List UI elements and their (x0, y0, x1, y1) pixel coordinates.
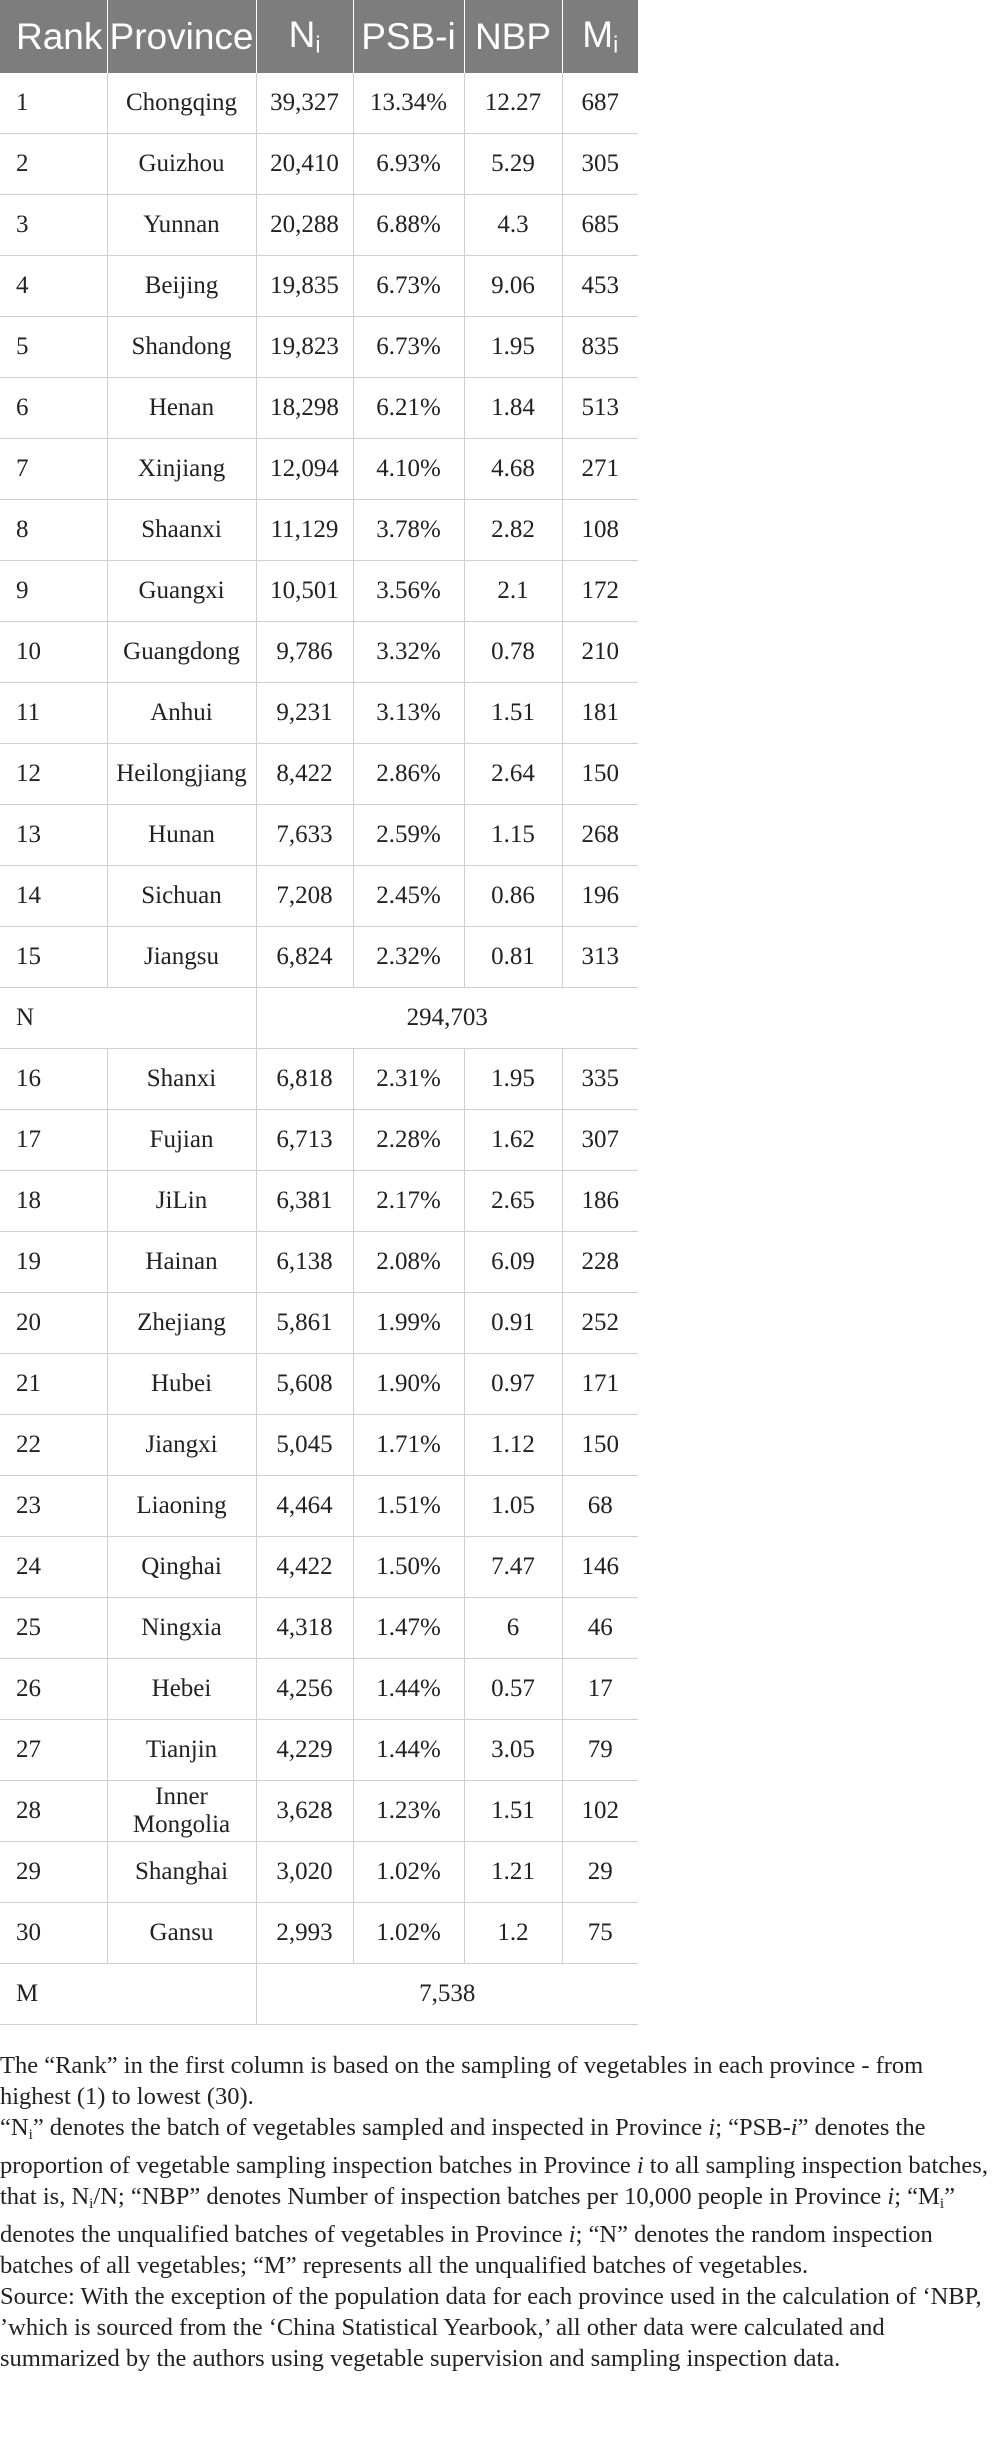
cell-mi: 146 (562, 1537, 638, 1598)
cell-ni: 4,318 (256, 1598, 353, 1659)
cell-psb: 1.23% (353, 1781, 464, 1842)
definition-text: /N; “NBP” denotes Number of inspection batches per 10,000 people in Province (93, 2182, 888, 2210)
cell-psb: 6.93% (353, 134, 464, 195)
subscript-i: i (939, 2194, 945, 2212)
cell-nbp: 3.05 (464, 1720, 562, 1781)
cell-psb: 6.21% (353, 378, 464, 439)
cell-mi: 17 (562, 1659, 638, 1720)
cell-ni: 6,713 (256, 1110, 353, 1171)
cell-nbp: 6.09 (464, 1232, 562, 1293)
table-row (0, 927, 1005, 988)
cell-mi: 685 (562, 195, 638, 256)
definition-text: to all sampling inspection batches, that is, N (0, 2151, 988, 2210)
table-row (0, 744, 1005, 805)
cell-nbp: 0.78 (464, 622, 562, 683)
cell-mi: 150 (562, 1415, 638, 1476)
cell-rank: 24 (0, 1537, 107, 1598)
definition-text: “N (0, 2114, 29, 2141)
cell-mi: 268 (562, 805, 638, 866)
cell-psb: 1.51% (353, 1476, 464, 1537)
summary-m (0, 1964, 1005, 2025)
cell-rank: 27 (0, 1720, 107, 1781)
cell-rank: 3 (0, 195, 107, 256)
cell-nbp: 1.95 (464, 317, 562, 378)
cell-ni: 4,256 (256, 1659, 353, 1720)
summary-n (0, 988, 1005, 1049)
cell-nbp: 5.29 (464, 134, 562, 195)
cell-nbp: 1.21 (464, 1842, 562, 1903)
cell-province: Hainan (107, 1232, 256, 1293)
cell-province: Chongqing (107, 73, 256, 134)
cell-nbp: 2.82 (464, 500, 562, 561)
cell-mi: 228 (562, 1232, 638, 1293)
definition-text: ” denotes the proportion of vegetable sampling inspection batches in Province (0, 2114, 926, 2179)
cell-ni: 9,231 (256, 683, 353, 744)
cell-mi: 108 (562, 500, 638, 561)
cell-psb: 1.44% (353, 1720, 464, 1781)
cell-psb: 6.73% (353, 256, 464, 317)
cell-province: Fujian (107, 1110, 256, 1171)
italic-i: i (568, 2220, 576, 2248)
cell-province: Inner Mongolia (107, 1781, 256, 1842)
italic-i: i (636, 2151, 644, 2179)
cell-ni: 7,633 (256, 805, 353, 866)
cell-mi: 79 (562, 1720, 638, 1781)
cell-nbp: 2.64 (464, 744, 562, 805)
cell-ni: 7,208 (256, 866, 353, 927)
cell-ni: 19,835 (256, 256, 353, 317)
cell-rank: 16 (0, 1049, 107, 1110)
cell-province: Guizhou (107, 134, 256, 195)
cell-ni: 9,786 (256, 622, 353, 683)
cell-ni: 6,381 (256, 1171, 353, 1232)
table-row (0, 1354, 1005, 1415)
cell-ni: 4,422 (256, 1537, 353, 1598)
cell-mi: 307 (562, 1110, 638, 1171)
cell-ni: 6,818 (256, 1049, 353, 1110)
cell-rank: 10 (0, 622, 107, 683)
cell-province: Beijing (107, 256, 256, 317)
cell-province: Jiangsu (107, 927, 256, 988)
cell-nbp: 0.91 (464, 1293, 562, 1354)
cell-nbp: 1.84 (464, 378, 562, 439)
cell-mi: 513 (562, 378, 638, 439)
cell-ni: 20,288 (256, 195, 353, 256)
subscript-i: i (89, 2194, 94, 2212)
table-row (0, 1598, 1005, 1659)
cell-rank: 5 (0, 317, 107, 378)
cell-province: Shanghai (107, 1842, 256, 1903)
cell-psb: 2.28% (353, 1110, 464, 1171)
table-row (0, 1110, 1005, 1171)
cell-psb: 3.78% (353, 500, 464, 561)
italic-i: i (887, 2182, 895, 2210)
cell-rank: 23 (0, 1476, 107, 1537)
table-row (0, 73, 1005, 134)
cell-rank: 11 (0, 683, 107, 744)
cell-nbp: 1.12 (464, 1415, 562, 1476)
definition-text: ; “M (894, 2182, 940, 2210)
cell-nbp: 9.06 (464, 256, 562, 317)
cell-mi: 687 (562, 73, 638, 134)
cell-rank: 17 (0, 1110, 107, 1171)
cell-psb: 1.02% (353, 1842, 464, 1903)
cell-nbp: 0.81 (464, 927, 562, 988)
cell-mi: 150 (562, 744, 638, 805)
cell-psb: 2.86% (353, 744, 464, 805)
cell-ni: 6,824 (256, 927, 353, 988)
summary-m-value: 7,538 (256, 1964, 638, 2025)
cell-province: Hebei (107, 1659, 256, 1720)
cell-province: Anhui (107, 683, 256, 744)
table-row (0, 1049, 1005, 1110)
cell-mi: 210 (562, 622, 638, 683)
cell-province: Sichuan (107, 866, 256, 927)
cell-nbp: 0.97 (464, 1354, 562, 1415)
cell-rank: 12 (0, 744, 107, 805)
cell-nbp: 12.27 (464, 73, 562, 134)
cell-psb: 1.50% (353, 1537, 464, 1598)
table-row (0, 256, 1005, 317)
cell-nbp: 1.15 (464, 805, 562, 866)
cell-mi: 313 (562, 927, 638, 988)
cell-ni: 12,094 (256, 439, 353, 500)
cell-ni: 3,628 (256, 1781, 353, 1842)
table-body-bottom (0, 1049, 1005, 1964)
cell-rank: 8 (0, 500, 107, 561)
cell-ni: 4,464 (256, 1476, 353, 1537)
table-row (0, 683, 1005, 744)
table-row (0, 500, 1005, 561)
cell-nbp: 2.65 (464, 1171, 562, 1232)
cell-ni: 4,229 (256, 1720, 353, 1781)
cell-province: Zhejiang (107, 1293, 256, 1354)
cell-province: Henan (107, 378, 256, 439)
cell-nbp: 4.68 (464, 439, 562, 500)
cell-psb: 2.31% (353, 1049, 464, 1110)
summary-n-value: 294,703 (256, 988, 638, 1049)
table-row (0, 1171, 1005, 1232)
cell-mi: 75 (562, 1903, 638, 1964)
cell-psb: 1.47% (353, 1598, 464, 1659)
cell-ni: 20,410 (256, 134, 353, 195)
cell-nbp: 0.57 (464, 1659, 562, 1720)
cell-nbp: 2.1 (464, 561, 562, 622)
cell-mi: 271 (562, 439, 638, 500)
cell-province: Gansu (107, 1903, 256, 1964)
source-note: Source: With the exception of the population data for each province used in the calculation of ‘NBP, ’which is sourced from the ‘China Statistical Yearbook,’ all other data were calculated and summarized by the authors using vegetable supervision and sampling inspection data. (0, 2282, 982, 2372)
table-row (0, 561, 1005, 622)
cell-rank: 21 (0, 1354, 107, 1415)
cell-psb: 13.34% (353, 73, 464, 134)
cell-nbp: 1.95 (464, 1049, 562, 1110)
cell-mi: 835 (562, 317, 638, 378)
cell-rank: 30 (0, 1903, 107, 1964)
cell-rank: 1 (0, 73, 107, 134)
table-row (0, 317, 1005, 378)
summary-n-label: N (0, 988, 256, 1049)
cell-rank: 7 (0, 439, 107, 500)
cell-province: Xinjiang (107, 439, 256, 500)
cell-province: Jiangxi (107, 1415, 256, 1476)
cell-rank: 18 (0, 1171, 107, 1232)
cell-nbp: 7.47 (464, 1537, 562, 1598)
table-row (0, 1720, 1005, 1781)
cell-ni: 2,993 (256, 1903, 353, 1964)
cell-province: Shanxi (107, 1049, 256, 1110)
table-row (0, 195, 1005, 256)
header-ni (256, 0, 353, 73)
cell-ni: 11,129 (256, 500, 353, 561)
cell-province: JiLin (107, 1171, 256, 1232)
cell-rank: 19 (0, 1232, 107, 1293)
header-nbp: NBP (464, 0, 562, 73)
cell-psb: 6.73% (353, 317, 464, 378)
cell-psb: 2.17% (353, 1171, 464, 1232)
cell-mi: 46 (562, 1598, 638, 1659)
definition-text: ; “PSB- (715, 2114, 791, 2141)
table-row (0, 1659, 1005, 1720)
cell-ni: 5,608 (256, 1354, 353, 1415)
table-row (0, 1842, 1005, 1903)
cell-nbp: 1.05 (464, 1476, 562, 1537)
header-psb: PSB-i (353, 0, 464, 73)
cell-psb: 1.71% (353, 1415, 464, 1476)
definition-text: ; “N” denotes the random inspection batches of all vegetables; “M” represents all the unqualified batches of vegetables. (0, 2220, 933, 2279)
cell-mi: 29 (562, 1842, 638, 1903)
cell-rank: 20 (0, 1293, 107, 1354)
table-body-top (0, 73, 1005, 988)
cell-province: Guangxi (107, 561, 256, 622)
cell-ni: 5,045 (256, 1415, 353, 1476)
header-mi-sub: i (613, 31, 619, 58)
cell-rank: 13 (0, 805, 107, 866)
cell-province: Hubei (107, 1354, 256, 1415)
cell-nbp: 1.62 (464, 1110, 562, 1171)
cell-ni: 6,138 (256, 1232, 353, 1293)
cell-province: Liaoning (107, 1476, 256, 1537)
table-row (0, 805, 1005, 866)
cell-psb: 2.59% (353, 805, 464, 866)
definition-text: ” denotes the batch of vegetables sampled and inspected in Province (32, 2114, 709, 2141)
cell-mi: 186 (562, 1171, 638, 1232)
table-row (0, 1903, 1005, 1964)
cell-psb: 1.90% (353, 1354, 464, 1415)
cell-rank: 2 (0, 134, 107, 195)
cell-province: Hunan (107, 805, 256, 866)
cell-ni: 5,861 (256, 1293, 353, 1354)
subscript-i: i (28, 2125, 33, 2143)
cell-province: Tianjin (107, 1720, 256, 1781)
table-row (0, 1415, 1005, 1476)
cell-rank: 29 (0, 1842, 107, 1903)
header-ni-sub: i (315, 31, 321, 58)
cell-psb: 2.32% (353, 927, 464, 988)
table-footnotes (0, 2050, 1000, 2374)
cell-province: Heilongjiang (107, 744, 256, 805)
header-row (0, 0, 1005, 73)
rank-note: The “Rank” in the first column is based on the sampling of vegetables in each province - from highest (1) to lowest (30). (0, 2052, 924, 2110)
cell-rank: 26 (0, 1659, 107, 1720)
table-row (0, 1293, 1005, 1354)
cell-nbp: 0.86 (464, 866, 562, 927)
cell-psb: 2.45% (353, 866, 464, 927)
summary-m-label: M (0, 1964, 256, 2025)
cell-rank: 15 (0, 927, 107, 988)
cell-mi: 252 (562, 1293, 638, 1354)
cell-psb: 1.02% (353, 1903, 464, 1964)
table-row (0, 622, 1005, 683)
cell-ni: 18,298 (256, 378, 353, 439)
header-mi (562, 0, 638, 73)
cell-nbp: 1.51 (464, 683, 562, 744)
table-row (0, 1476, 1005, 1537)
cell-nbp: 4.3 (464, 195, 562, 256)
table-row (0, 866, 1005, 927)
header-province: Province (107, 0, 256, 73)
cell-province: Ningxia (107, 1598, 256, 1659)
cell-nbp: 1.2 (464, 1903, 562, 1964)
cell-province: Shandong (107, 317, 256, 378)
cell-mi: 171 (562, 1354, 638, 1415)
cell-mi: 181 (562, 683, 638, 744)
cell-psb: 4.10% (353, 439, 464, 500)
table-row (0, 1781, 1005, 1842)
cell-province: Qinghai (107, 1537, 256, 1598)
cell-rank: 9 (0, 561, 107, 622)
cell-mi: 305 (562, 134, 638, 195)
table-row (0, 439, 1005, 500)
cell-ni: 3,020 (256, 1842, 353, 1903)
italic-i: i (708, 2114, 716, 2141)
cell-mi: 196 (562, 866, 638, 927)
cell-ni: 10,501 (256, 561, 353, 622)
cell-province: Yunnan (107, 195, 256, 256)
cell-psb: 3.13% (353, 683, 464, 744)
header-ni-base: N (288, 14, 316, 56)
cell-nbp: 6 (464, 1598, 562, 1659)
cell-mi: 68 (562, 1476, 638, 1537)
cell-province: Guangdong (107, 622, 256, 683)
cell-rank: 28 (0, 1781, 107, 1842)
italic-i: i (790, 2114, 798, 2141)
table-row (0, 1232, 1005, 1293)
cell-rank: 25 (0, 1598, 107, 1659)
cell-psb: 3.32% (353, 622, 464, 683)
cell-psb: 6.88% (353, 195, 464, 256)
cell-mi: 102 (562, 1781, 638, 1842)
cell-rank: 6 (0, 378, 107, 439)
definition-text: ” denotes the unqualified batches of vegetables in Province (0, 2182, 955, 2248)
cell-ni: 39,327 (256, 73, 353, 134)
header-rank: Rank (0, 0, 107, 73)
cell-psb: 3.56% (353, 561, 464, 622)
cell-psb: 1.44% (353, 1659, 464, 1720)
cell-ni: 8,422 (256, 744, 353, 805)
cell-mi: 335 (562, 1049, 638, 1110)
cell-province: Shaanxi (107, 500, 256, 561)
summary-row-m (0, 1964, 1005, 2025)
cell-rank: 22 (0, 1415, 107, 1476)
cell-mi: 453 (562, 256, 638, 317)
definitions-note (0, 2112, 1000, 2281)
cell-nbp: 1.51 (464, 1781, 562, 1842)
table-row (0, 134, 1005, 195)
cell-ni: 19,823 (256, 317, 353, 378)
cell-psb: 1.99% (353, 1293, 464, 1354)
cell-rank: 14 (0, 866, 107, 927)
table-row (0, 378, 1005, 439)
table-row (0, 1537, 1005, 1598)
summary-row-n (0, 988, 1005, 1049)
header-mi-base: M (582, 14, 614, 56)
cell-rank: 4 (0, 256, 107, 317)
cell-psb: 2.08% (353, 1232, 464, 1293)
cell-mi: 172 (562, 561, 638, 622)
